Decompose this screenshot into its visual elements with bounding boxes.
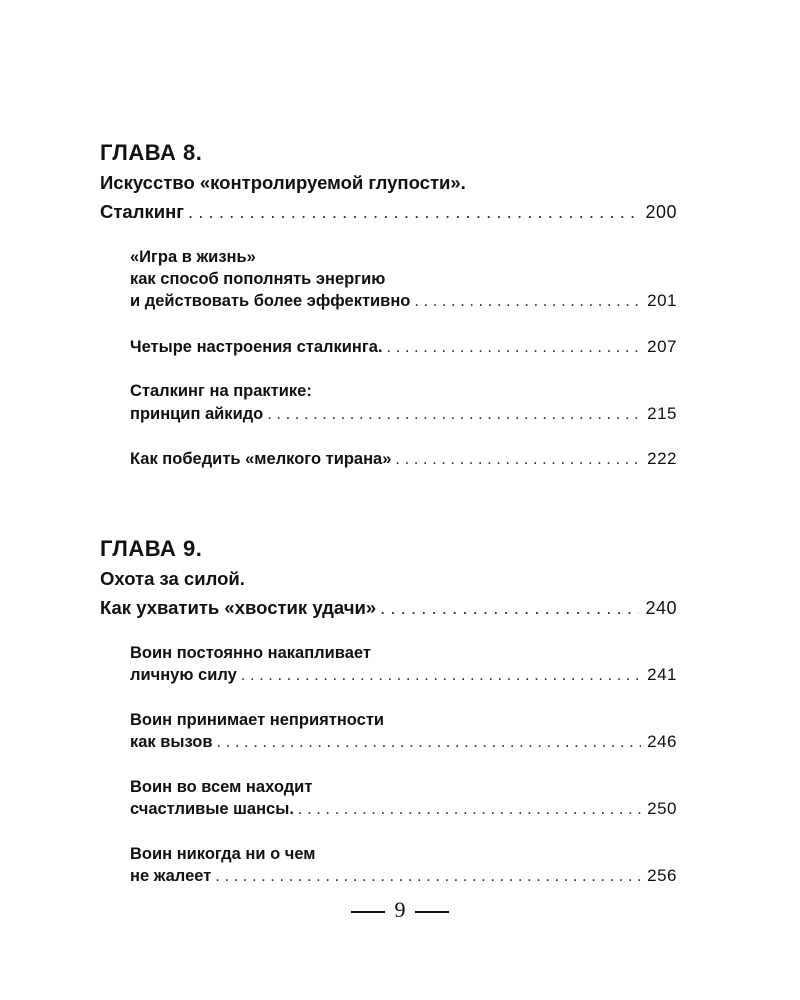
chapter-title-last-line: Сталкинг xyxy=(100,201,184,222)
page-number: 200 xyxy=(645,202,677,222)
section-line: Воин принимает неприятности xyxy=(130,710,385,729)
page-number: 222 xyxy=(647,449,677,468)
section-line: Воин постоянно накапливает xyxy=(130,643,371,662)
dot-leader xyxy=(217,732,642,754)
chapter-9 xyxy=(100,534,677,888)
dot-leader xyxy=(241,665,641,687)
dot-leader xyxy=(380,593,639,622)
section-last-line xyxy=(130,865,677,888)
section-list xyxy=(130,247,677,471)
dot-leader xyxy=(188,197,639,226)
section-entry[interactable] xyxy=(130,381,677,425)
section-entry[interactable] xyxy=(130,777,677,821)
dot-leader xyxy=(387,337,642,359)
section-entry[interactable] xyxy=(130,336,677,359)
footer-dash-right xyxy=(415,911,449,913)
footer-page-number: 9 xyxy=(394,897,406,922)
chapter-title-entry[interactable] xyxy=(100,197,677,227)
section-last-line xyxy=(130,664,677,687)
section-text: как вызов xyxy=(130,733,213,751)
page-number: 201 xyxy=(647,291,677,310)
section-last-line xyxy=(130,448,677,471)
section-text: принцип айкидо xyxy=(130,404,264,423)
section-entry[interactable] xyxy=(130,448,677,471)
page-number: 241 xyxy=(647,665,677,684)
section-line: Воин во всем находит xyxy=(130,777,313,796)
chapter-number: ГЛАВА 8. xyxy=(100,140,203,165)
chapter-title xyxy=(100,564,677,623)
section-line: как способ пополнять энергию xyxy=(130,269,386,288)
section-entry[interactable] xyxy=(130,643,677,687)
dot-leader xyxy=(395,449,641,471)
section-text: счастливые шансы. xyxy=(130,800,294,818)
dot-leader xyxy=(215,866,641,888)
page-number: 215 xyxy=(647,403,677,423)
section-last-line xyxy=(130,336,677,359)
section-line: «Игра в жизнь» xyxy=(130,248,256,266)
dot-leader xyxy=(298,799,641,821)
section-last-line xyxy=(130,290,677,313)
chapter-title-line: Охота за силой. xyxy=(100,567,245,589)
page-footer xyxy=(0,897,800,923)
section-entry[interactable] xyxy=(130,710,677,754)
chapter-title xyxy=(100,168,677,227)
section-last-line xyxy=(130,731,677,754)
page-number: 246 xyxy=(647,732,677,751)
section-text: и действовать более эффективно xyxy=(130,292,411,310)
table-of-contents xyxy=(100,138,677,888)
page-number: 207 xyxy=(647,336,677,356)
chapter-title-entry[interactable] xyxy=(100,593,677,623)
page-number: 240 xyxy=(645,597,677,618)
section-text: личную силу xyxy=(130,666,237,684)
chapter-number: ГЛАВА 9. xyxy=(100,535,203,561)
chapter-8 xyxy=(100,138,677,471)
page-number: 250 xyxy=(647,799,677,818)
section-text: Четыре настроения сталкинга. xyxy=(130,337,383,356)
section-line: Воин никогда ни о чем xyxy=(130,844,316,863)
section-line: Сталкинг на практике: xyxy=(130,382,312,400)
page-number: 256 xyxy=(647,866,677,885)
dot-leader xyxy=(267,404,641,426)
section-text: не жалеет xyxy=(130,867,212,885)
section-last-line xyxy=(130,403,677,426)
section-text: Как победить «мелкого тирана» xyxy=(130,450,392,468)
section-last-line xyxy=(130,798,677,821)
dot-leader xyxy=(414,291,641,313)
footer-dash-left xyxy=(351,911,385,913)
section-list xyxy=(130,643,677,888)
section-entry[interactable] xyxy=(130,844,677,888)
section-entry[interactable] xyxy=(130,247,677,313)
chapter-title-line: Искусство «контролируемой глупости». xyxy=(100,172,466,193)
chapter-title-last-line: Как ухватить «хвостик удачи» xyxy=(100,596,377,618)
